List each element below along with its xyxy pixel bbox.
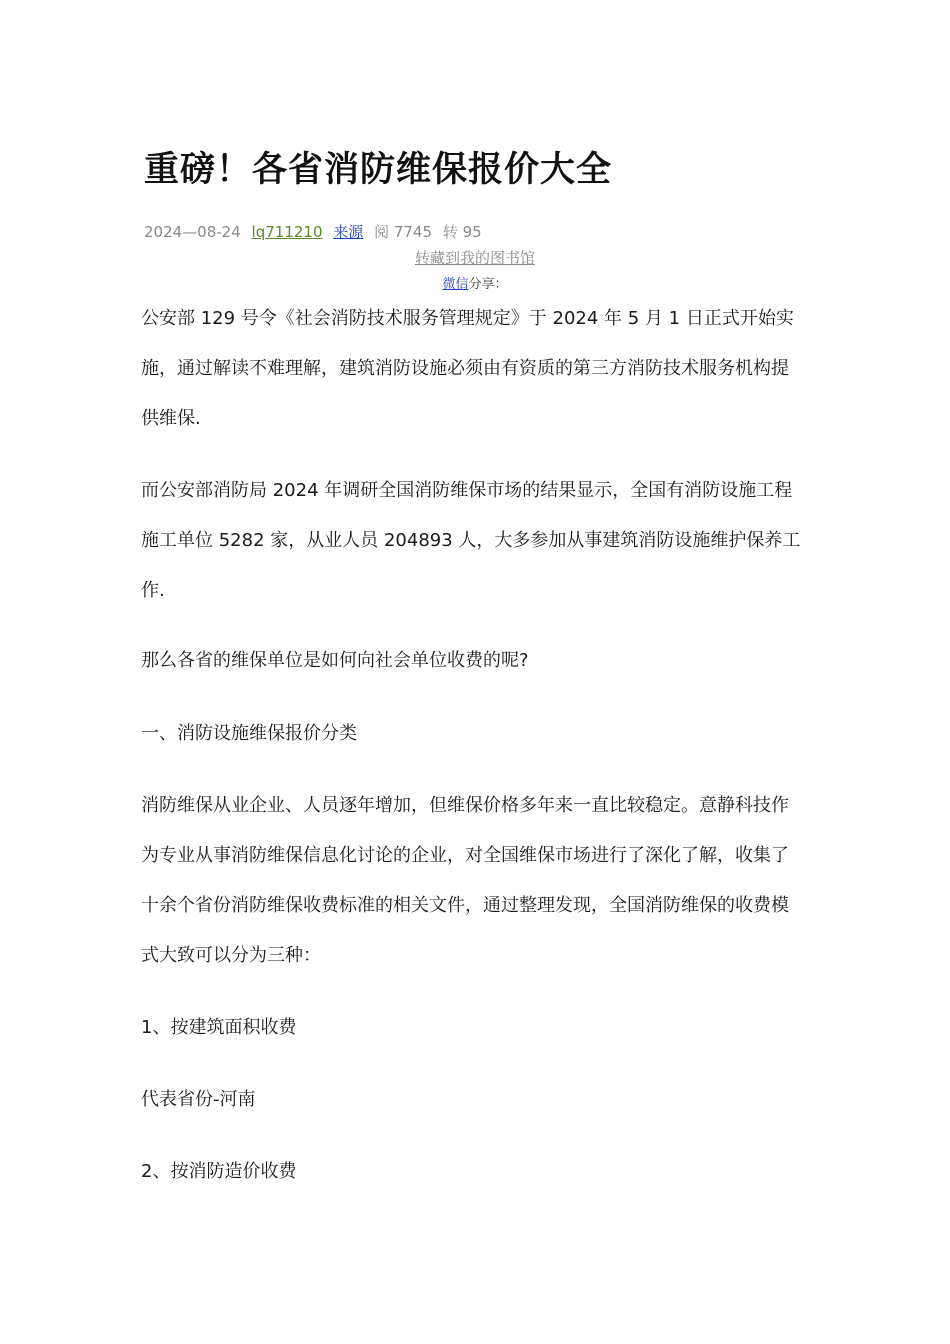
representative-province: 代表省份-河南 (141, 1089, 256, 1110)
repost-count: 转 95 (442, 223, 482, 241)
wechat-share-link[interactable]: 微信 (442, 277, 469, 292)
publish-date: 2024—08-24 (144, 223, 241, 241)
list-item-2: 2、按消防造价收费 (141, 1161, 297, 1182)
article-title: 重磅！各省消防维保报价大全 (144, 150, 613, 190)
save-to-library-link[interactable]: 转藏到我的图书馆 (414, 249, 535, 267)
paragraph-1: 公安部 129 号令《社会消防技术服务管理规定》于 2024 年 5 月 1 日正式开始实施，通过解读不难理解，建筑消防设施必须由有资质的第三方消防技术服务机构提供维保. (141, 308, 794, 429)
read-count: 阅 7745 (374, 223, 433, 241)
article-meta (144, 221, 488, 242)
paragraph-3: 那么各省的维保单位是如何向社会单位收费的呢? (141, 650, 529, 671)
section-heading-1: 一、消防设施维保报价分类 (141, 723, 357, 744)
paragraph-2: 而公安部消防局 2024 年调研全国消防维保市场的结果显示，全国有消防设施工程施工单位 5282 家，从业人员 204893 人，大多参加从事建筑消防设施维护保养工作. (141, 480, 801, 601)
list-item-1: 1、按建筑面积收费 (141, 1017, 297, 1038)
source-link[interactable]: 来源 (333, 223, 364, 241)
share-label: 分享： (468, 277, 508, 292)
author-link[interactable]: lq711210 (251, 223, 323, 241)
paragraph-4: 消防维保从业企业、人员逐年增加，但维保价格多年来一直比较稳定。意静科技作为专业从事消防维保信息化讨论的企业，对全国维保市场进行了深化了解，收集了十余个省份消防维保收费标准的相关文件，通过整理发现，全国消防维保的收费模式大致可以分为三种： (141, 795, 789, 966)
share-row (0, 273, 950, 292)
